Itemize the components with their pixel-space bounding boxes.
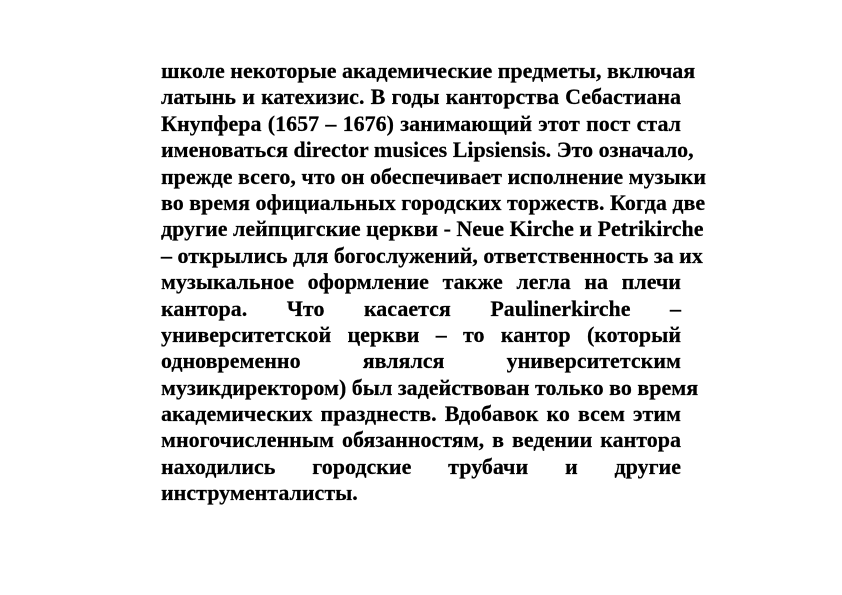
text-line: академических празднеств. Вдобавок ко всем этим (161, 401, 681, 427)
body-text (161, 58, 707, 507)
text-line: во время официальных городских торжеств. Когда две (161, 189, 706, 215)
text-line: находились городские трубачи и другие (161, 453, 681, 479)
text-line: Кнупфера (1657 – 1676) занимающий этот пост стал (161, 110, 681, 136)
text-line: многочисленным обязанностям, в ведении кантора (161, 427, 681, 453)
text-line: одновременно являлся университетским (161, 348, 681, 374)
text-line: школе некоторые академические предметы, включая (161, 58, 696, 83)
text-line: именоваться director musices Lipsiensis. Это означало, (161, 137, 694, 163)
text-line: инструменталисты. (161, 480, 358, 506)
text-line: другие лейпцигские церкви - Neue Kirche и Petrikirche (161, 216, 704, 242)
text-line: – открылись для богослужений, ответственность за их (161, 242, 703, 268)
text-line: музыкальное оформление также легла на плечи (161, 269, 681, 295)
text-line: латынь и катехизис. В годы канторства Себастиана (161, 84, 681, 110)
text-line: университетской церкви – то кантор (который (161, 321, 681, 347)
text-line: прежде всего, что он обеспечивает исполнение музыки (161, 163, 707, 189)
text-line: кантора. Что касается Paulinerkirche – (161, 295, 681, 321)
text-line: музикдиректором) был задействован только во время (161, 374, 699, 400)
